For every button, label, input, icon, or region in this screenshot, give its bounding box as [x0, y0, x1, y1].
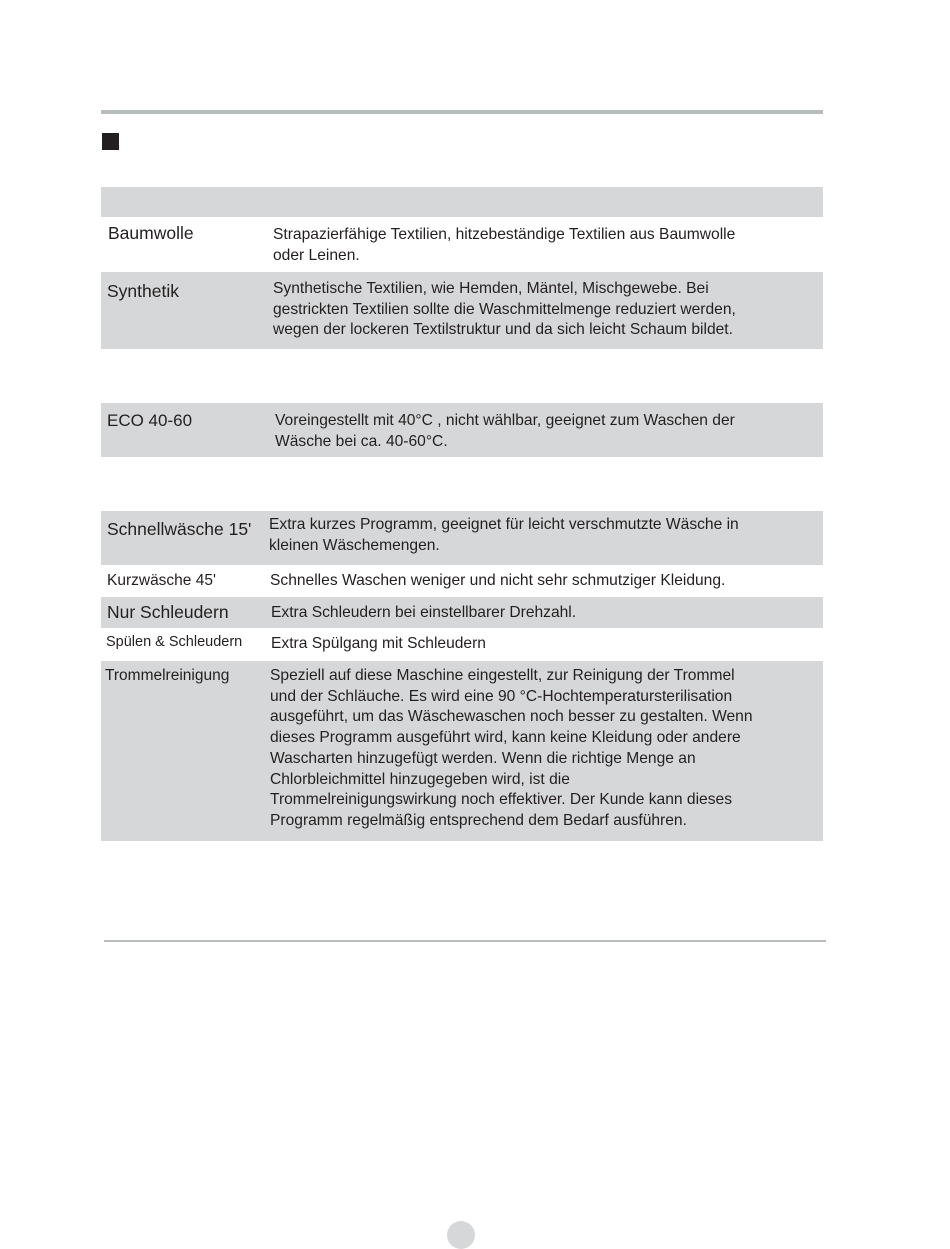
description-line: Extra Spülgang mit Schleudern: [271, 635, 486, 652]
description-line: Strapazierfähige Textilien, hitzebeständige Textilien aus Baumwolle: [273, 226, 736, 243]
description-line: Schnelles Waschen weniger und nicht sehr schmutziger Kleidung.: [270, 572, 726, 589]
description-line: Trommelreinigungswirkung noch effektiver. Der Kunde kann dieses: [270, 791, 732, 809]
program-name: Trommelreinigung: [105, 667, 230, 684]
program-description: [271, 603, 576, 624]
description-line: Synthetische Textilien, wie Hemden, Mäntel, Mischgewebe. Bei: [273, 280, 709, 297]
description-line: dieses Programm ausgeführt wird, kann keine Kleidung oder andere: [270, 729, 741, 747]
top-divider: [101, 110, 823, 114]
program-description: [270, 666, 753, 832]
description-line: Chlorbleichmittel hinzugegeben wird, ist die: [270, 770, 570, 788]
description-line: Programm regelmäßig entsprechend dem Bedarf ausführen.: [270, 811, 687, 829]
description-line: und der Schläuche. Es wird eine 90 °C-Hochtemperatursterilisation: [270, 687, 733, 705]
description-line: gestrickten Textilien sollte die Waschmittelmenge reduziert werden,: [273, 300, 736, 318]
program-name: Nur Schleudern: [107, 602, 229, 622]
program-description: [273, 279, 736, 341]
program-description: [275, 411, 735, 452]
program-description: [269, 515, 739, 556]
table-header-band: [101, 187, 823, 217]
program-description: [271, 634, 486, 655]
description-line: Wascharten hinzugefügt werden. Wenn die richtige Menge an: [270, 749, 696, 767]
description-line: Speziell auf diese Maschine eingestellt, zur Reinigung der Trommel: [270, 667, 735, 684]
program-name: ECO 40-60: [107, 411, 193, 430]
program-description: [270, 571, 725, 592]
section-bullet-square: [102, 133, 119, 150]
program-name: Spülen & Schleudern: [106, 634, 243, 650]
description-line: wegen der lockeren Textilstruktur und da sich leicht Schaum bildet.: [273, 321, 733, 339]
program-name: Schnellwäsche 15': [107, 519, 252, 539]
program-name: Synthetik: [107, 281, 179, 301]
program-name: Baumwolle: [108, 223, 194, 243]
description-line: ausgeführt, um das Wäschewaschen noch besser zu gestalten. Wenn: [270, 708, 753, 726]
description-line: Extra Schleudern bei einstellbarer Drehzahl.: [271, 604, 577, 621]
description-line: kleinen Wäschemengen.: [269, 536, 440, 554]
program-description: [273, 225, 735, 266]
description-line: Extra kurzes Programm, geeignet für leicht verschmutzte Wäsche in: [269, 516, 739, 533]
page-number-circle: [447, 1221, 475, 1249]
bottom-divider: [104, 940, 826, 942]
description-line: Voreingestellt mit 40°C , nicht wählbar, geeignet zum Waschen der: [275, 412, 735, 429]
description-line: Wäsche bei ca. 40-60°C.: [275, 432, 448, 450]
description-line: oder Leinen.: [273, 246, 360, 264]
program-name: Kurzwäsche 45': [107, 572, 216, 589]
